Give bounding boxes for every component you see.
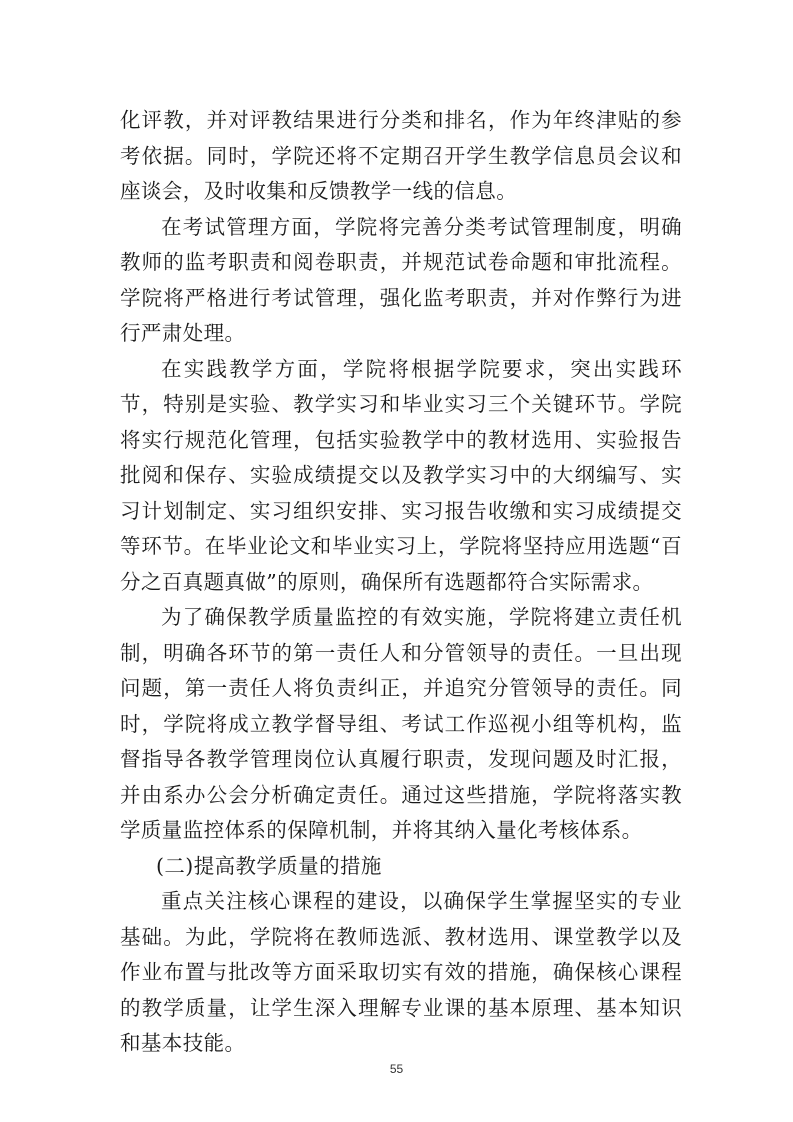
document-body bbox=[120, 103, 682, 1062]
paragraph-practical-teaching: 在实践教学方面，学院将根据学院要求，突出实践环节，特别是实验、教学实习和毕业实习三个关键环节。学院将实行规范化管理，包括实验教学中的教材选用、实验报告批阅和保存、实验成绩提交以及教学实习中的大纲编写、实习计划制定、实习组织安排、实习报告收缴和实习成绩提交等环节。在毕业论文和毕业实习上，学院将坚持应用选题“百分之百真题真做”的原则，确保所有选题都符合实际需求。 bbox=[120, 356, 682, 594]
paragraph-responsibility-mechanism: 为了确保教学质量监控的有效实施，学院将建立责任机制，明确各环节的第一责任人和分管领导的责任。一旦出现问题，第一责任人将负责纠正，并追究分管领导的责任。同时，学院将成立教学督导组、考试工作巡视小组等机构，监督指导各教学管理岗位认真履行职责，发现问题及时汇报，并由系办公会分析确定责任。通过这些措施，学院将落实教学质量监控体系的保障机制，并将其纳入量化考核体系。 bbox=[120, 605, 682, 842]
page-number: 55 bbox=[389, 1062, 404, 1076]
section-heading: (二)提高教学质量的措施 bbox=[156, 853, 382, 878]
paragraph-continued: 化评教，并对评教结果进行分类和排名，作为年终津贴的参考依据。同时，学院还将不定期召开学生教学信息员会议和座谈会，及时收集和反馈教学一线的信息。 bbox=[120, 108, 682, 203]
paragraph-core-courses: 重点关注核心课程的建设，以确保学生掌握坚实的专业基础。为此，学院将在教师选派、教材选用、课堂教学以及作业布置与批改等方面采取切实有效的措施，确保核心课程的教学质量，让学生深入理解专业课的基本原理、基本知识和基本技能。 bbox=[120, 889, 682, 1055]
paragraph-exam-management: 在考试管理方面，学院将完善分类考试管理制度，明确教师的监考职责和阅卷职责，并规范试卷命题和审批流程。学院将严格进行考试管理，强化监考职责，并对作弊行为进行严肃处理。 bbox=[120, 214, 682, 345]
